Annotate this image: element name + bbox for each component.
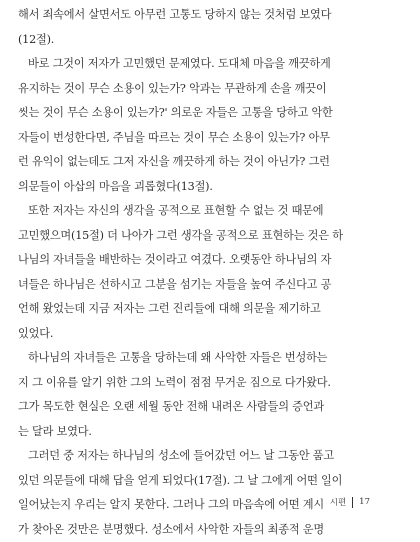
text-line: 자들이 번성한다면, 주님을 따르는 것이 무슨 소용이 있는가? 아무 — [18, 126, 366, 151]
footer-divider — [352, 497, 353, 508]
page-footer — [330, 496, 370, 508]
text-line: 의문들이 아삽의 마음을 괴롭혔다(13절). — [18, 175, 366, 200]
text-line: 녀들은 하나님은 선하시고 그분을 섬기는 자들을 높여 주신다고 공 — [18, 273, 366, 298]
text-line: 그가 목도한 현실은 오랜 세월 동안 전해 내려온 사람들의 증언과 — [18, 395, 366, 420]
body-text — [18, 3, 366, 542]
text-line: (12절). — [18, 28, 366, 53]
text-line: 유지하는 것이 무슨 소용이 있는가? 악과는 무관하게 손을 깨끗이 — [18, 77, 366, 102]
text-line: 씻는 것이 무슨 소용이 있는가?' 의로운 자들은 고통을 당하고 악한 — [18, 101, 366, 126]
text-line: 언해 왔었는데 지금 저자는 그런 진리들에 대해 의문을 제기하고 — [18, 297, 366, 322]
text-line: 바로 그것이 저자가 고민했던 문제였다. 도대체 마음을 깨끗하게 — [18, 52, 366, 77]
text-line: 고민했으며(15절) 더 나아가 그런 생각을 공적으로 표현하는 것은 하 — [18, 224, 366, 249]
text-line: 또한 저자는 자신의 생각을 공적으로 표현할 수 없는 것 때문에 — [18, 199, 366, 224]
text-line: 런 유익이 없는데도 그저 자신을 깨끗하게 하는 것이 아닌가? 그런 — [18, 150, 366, 175]
text-line: 해서 죄속에서 살면서도 아무런 고통도 당하지 않는 것처럼 보였다 — [18, 3, 366, 28]
text-line: 일어났는지 우리는 알지 못한다. 그러나 그의 마음속에 어떤 계시 — [18, 493, 366, 518]
text-line: 는 달라 보였다. — [18, 420, 366, 445]
page-number: 17 — [359, 497, 370, 507]
text-line: 가 찾아온 것만은 분명했다. 성소에서 사악한 자들의 최종적 운명 — [18, 518, 366, 542]
text-line: 그러던 중 저자는 하나님의 성소에 들어갔던 어느 날 그동안 품고 — [18, 444, 366, 469]
running-section-title: 시편 — [330, 496, 346, 508]
text-line: 있던 의문들에 대해 답을 얻게 되었다(17절). 그 날 그에게 어떤 일이 — [18, 469, 366, 494]
text-line: 하나님의 자녀들은 고통을 당하는데 왜 사악한 자들은 번성하는 — [18, 346, 366, 371]
text-line: 있었다. — [18, 322, 366, 347]
text-line: 나님의 자녀들을 배반하는 것이라고 여겼다. 오랫동안 하나님의 자 — [18, 248, 366, 273]
text-line: 지 그 이유를 알기 위한 그의 노력이 점점 무거운 짐으로 다가왔다. — [18, 371, 366, 396]
